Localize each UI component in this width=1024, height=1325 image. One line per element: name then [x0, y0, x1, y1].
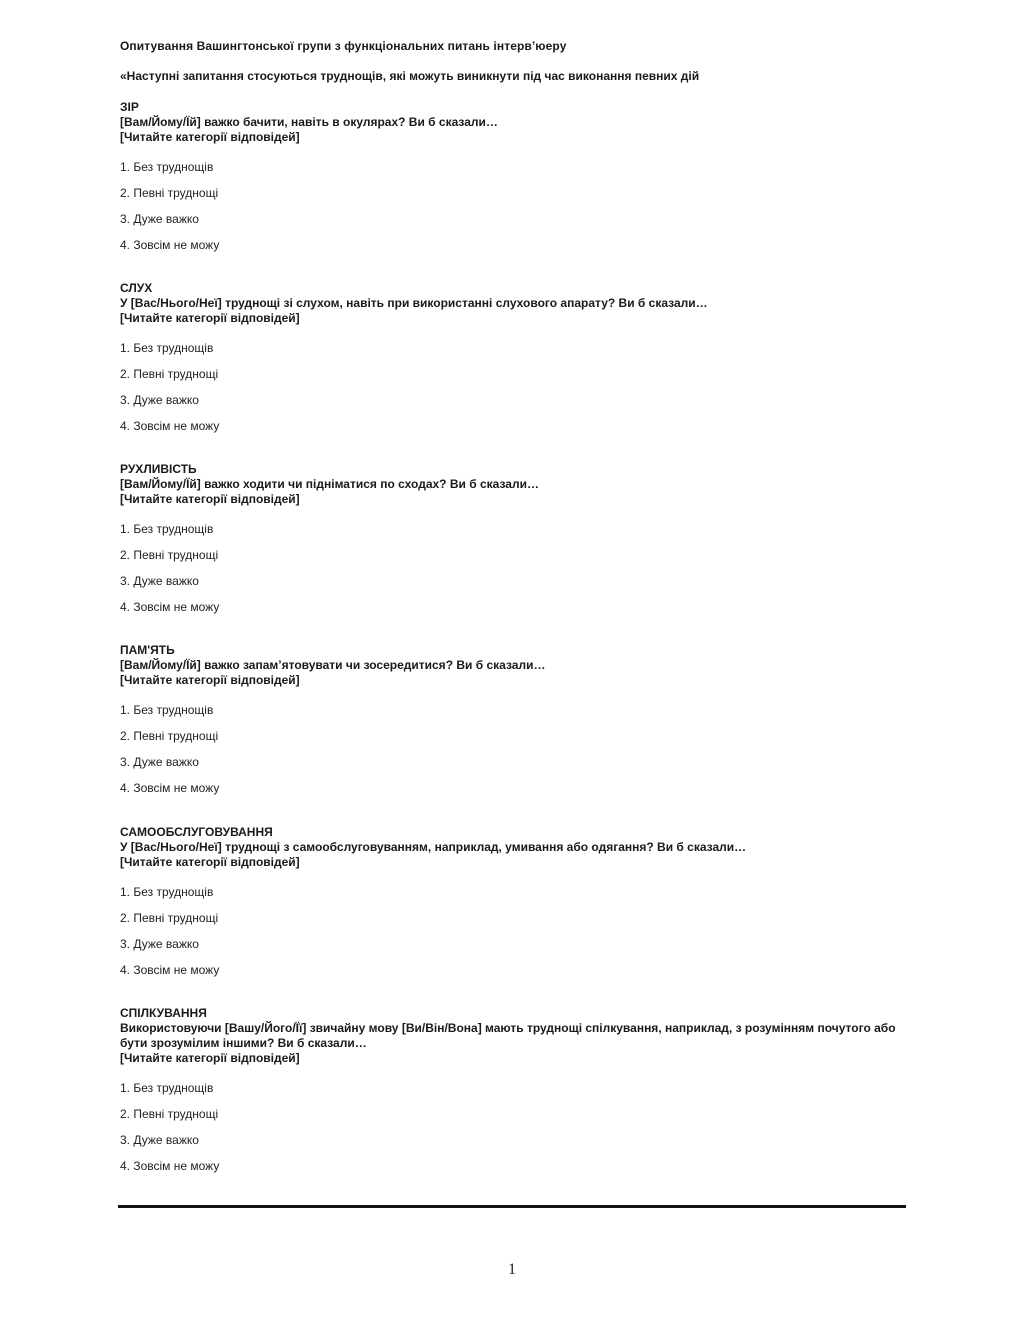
answer-option: 4. Зовсім не можу: [120, 238, 220, 252]
answer-option: 4. Зовсім не можу: [120, 600, 220, 614]
page-number: 1: [508, 1261, 516, 1278]
section-question: У [Вас/Нього/Неї] труднощі з самообслуговуванням, наприклад, умивання або одягання? Ви б сказали…: [120, 840, 747, 854]
answer-option: 2. Певні труднощі: [120, 1107, 219, 1121]
section-vision: [120, 100, 910, 264]
answer-option: 1. Без труднощів: [120, 341, 214, 355]
answer-options: [120, 703, 910, 796]
answer-option: 3. Дуже важко: [120, 755, 199, 769]
section-instruction: [Читайте категорії відповідей]: [120, 855, 300, 869]
document-title: Опитування Вашингтонської групи з функціональних питань інтерв’юеру: [120, 39, 567, 53]
footer-divider: [118, 1205, 906, 1208]
section-question: У [Вас/Нього/Неї] труднощі зі слухом, навіть при використанні слухового апарату? Ви б сказали…: [120, 296, 708, 310]
answer-option: 4. Зовсім не можу: [120, 419, 220, 433]
answer-option: 3. Дуже важко: [120, 937, 199, 951]
answer-option: 1. Без труднощів: [120, 160, 214, 174]
answer-option: 1. Без труднощів: [120, 885, 214, 899]
answer-option: 4. Зовсім не можу: [120, 1159, 220, 1173]
answer-option: 4. Зовсім не можу: [120, 963, 220, 977]
answer-option: 2. Певні труднощі: [120, 186, 219, 200]
answer-options: [120, 522, 910, 615]
section-hearing: [120, 281, 910, 445]
intro-text: «Наступні запитання стосуються труднощів, які можуть виникнути під час виконання певних дій: [120, 69, 700, 83]
answer-option: 3. Дуже важко: [120, 574, 199, 588]
answer-option: 1. Без труднощів: [120, 522, 214, 536]
section-question: [Вам/Йому/Їй] важко ходити чи підніматися по сходах? Ви б сказали…: [120, 477, 539, 491]
section-question: [Вам/Йому/Їй] важко запам’ятовувати чи зосередитися? Ви б сказали…: [120, 658, 546, 672]
section-instruction: [Читайте категорії відповідей]: [120, 311, 300, 325]
answer-option: 3. Дуже важко: [120, 393, 199, 407]
answer-option: 2. Певні труднощі: [120, 911, 219, 925]
section-instruction: [Читайте категорії відповідей]: [120, 1051, 300, 1065]
answer-option: 2. Певні труднощі: [120, 548, 219, 562]
section-mobility: [120, 462, 910, 626]
answer-option: 2. Певні труднощі: [120, 367, 219, 381]
answer-option: 1. Без труднощів: [120, 703, 214, 717]
answer-options: [120, 1081, 910, 1174]
answer-options: [120, 885, 910, 978]
section-heading: ПАМ'ЯТЬ: [120, 643, 175, 657]
answer-option: 1. Без труднощів: [120, 1081, 214, 1095]
section-heading: СЛУХ: [120, 281, 153, 295]
section-memory: [120, 643, 910, 807]
section-heading: ЗІР: [120, 100, 139, 114]
answer-options: [120, 341, 910, 434]
section-heading: САМООБСЛУГОВУВАННЯ: [120, 825, 273, 839]
section-instruction: [Читайте категорії відповідей]: [120, 130, 300, 144]
section-instruction: [Читайте категорії відповідей]: [120, 492, 300, 506]
section-heading: СПІЛКУВАННЯ: [120, 1006, 207, 1020]
answer-options: [120, 160, 910, 253]
answer-option: 3. Дуже важко: [120, 212, 199, 226]
section-heading: РУХЛИВІСТЬ: [120, 462, 197, 476]
answer-option: 3. Дуже важко: [120, 1133, 199, 1147]
section-question: Використовуючи [Вашу/Його/Її] звичайну мову [Ви/Він/Вона] мають труднощі спілкування, наприклад, з розумінням почутого або бути зрозумілим іншими? Ви б сказали…: [120, 1021, 896, 1050]
answer-option: 4. Зовсім не можу: [120, 781, 220, 795]
section-communication: [120, 1006, 910, 1185]
answer-option: 2. Певні труднощі: [120, 729, 219, 743]
section-self-care: [120, 825, 910, 989]
section-question: [Вам/Йому/Їй] важко бачити, навіть в окулярах? Ви б сказали…: [120, 115, 498, 129]
section-instruction: [Читайте категорії відповідей]: [120, 673, 300, 687]
